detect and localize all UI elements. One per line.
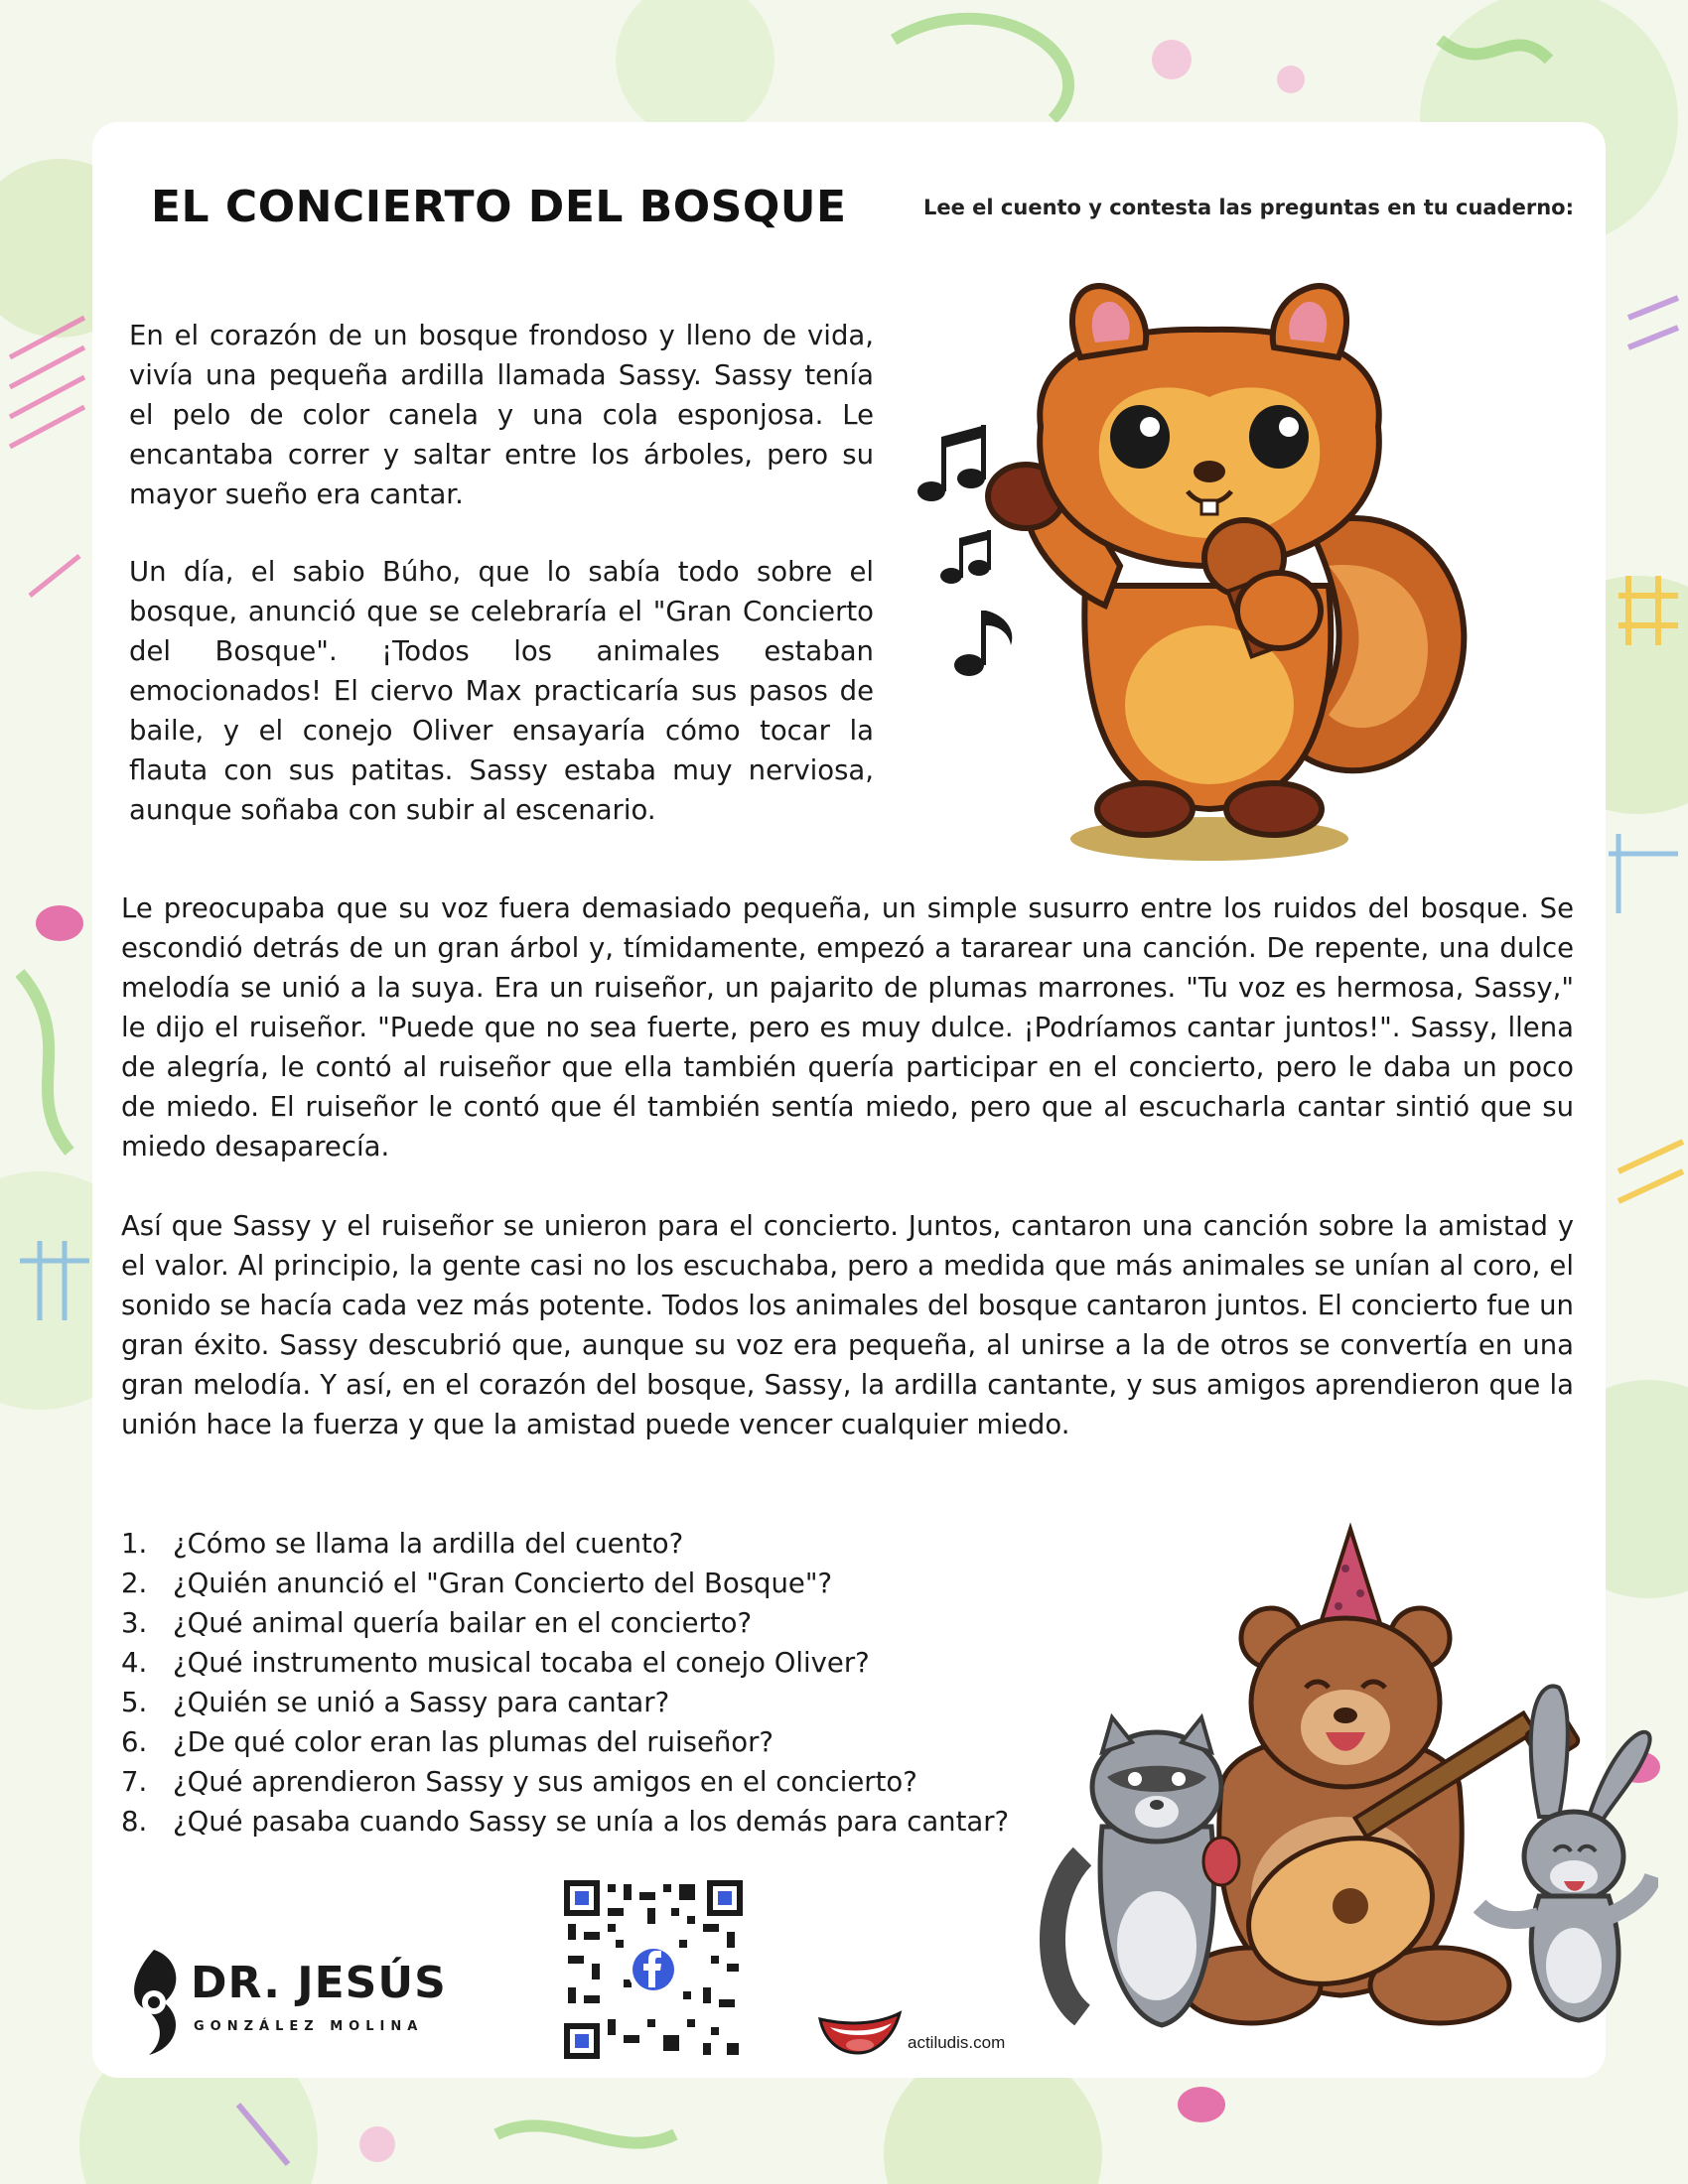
author-logo [124,1948,452,2057]
question-text: ¿Qué aprendieron Sassy y sus amigos en el concierto? [173,1766,917,1798]
page-title: EL CONCIERTO DEL BOSQUE [151,182,847,232]
question-text: ¿Qué instrumento musical tocaba el conejo Oliver? [173,1647,870,1679]
question-item [121,1524,1009,1564]
question-number: 1. [121,1528,148,1560]
story-paragraph-1: En el corazón de un bosque frondoso y lleno de vida, vivía una pequeña ardilla llamada Sassy. Sassy tenía el pelo de color canela y una cola esponjosa. Le encantaba correr y saltar entre los árboles, pero su mayor sueño era cantar. [129,320,874,510]
question-item [121,1722,1009,1762]
question-item [121,1762,1009,1802]
animal-band-illustration [1023,1519,1658,2075]
questions-list [121,1524,1009,1842]
question-item [121,1683,1009,1722]
mouth-logo-icon [816,2007,906,2057]
question-item [121,1802,1009,1842]
qr-code[interactable] [564,1880,743,2059]
question-text: ¿Quién se unió a Sassy para cantar? [173,1687,670,1718]
author-emblem-icon [124,1948,186,2057]
question-number: 6. [121,1726,148,1758]
question-number: 3. [121,1607,148,1639]
question-number: 5. [121,1687,148,1718]
question-number: 2. [121,1568,148,1599]
question-text: ¿De qué color eran las plumas del ruiseñor? [173,1726,774,1758]
story-paragraph-3: Le preocupaba que su voz fuera demasiado pequeña, un simple susurro entre los ruidos del bosque. Se escondió detrás de un gran árbol y, tímidamente, empezó a tararear una canción. De repente, una dulce melodía se unió a la suya. Era un ruiseñor, un pajarito de plumas marrones. "Tu voz es hermosa, Sassy," le dijo el ruiseñor. "Puede que no sea fuerte, pero es muy dulce. ¡Podríamos cantar juntos!". Sassy, llena de alegría, le contó al ruiseñor que ella también quería participar en el concierto, pero le daba un poco de miedo. El ruiseñor le contó que él también sentía miedo, pero que al escucharla cantar sintió que su miedo desaparecía. [121,892,1574,1162]
author-surname: GONZÁLEZ MOLINA [194,2019,424,2034]
actiludis-logo[interactable] [816,2007,1035,2057]
question-item [121,1564,1009,1603]
question-item [121,1603,1009,1643]
question-text: ¿Cómo se llama la ardilla del cuento? [173,1528,684,1560]
question-number: 7. [121,1766,148,1798]
instructions: Lee el cuento y contesta las preguntas en tu cuaderno: [923,196,1574,219]
question-number: 4. [121,1647,148,1679]
question-text: ¿Qué pasaba cuando Sassy se unía a los demás para cantar? [173,1806,1010,1838]
story-paragraph-2: Un día, el sabio Búho, que lo sabía todo sobre el bosque, anunció que se celebraría el "Gran Concierto del Bosque". ¡Todos los animales estaban emocionados! El ciervo Max practicaría sus pasos de baile, y el conejo Oliver ensayaría cómo tocar la flauta con sus patitas. Sassy estaba muy nerviosa, aunque soñaba con subir al escenario. [129,556,874,826]
singing-squirrel-illustration [912,268,1547,864]
music-notes-icon [917,425,1012,676]
question-item [121,1643,1009,1683]
question-text: ¿Qué animal quería bailar en el concierto? [173,1607,753,1639]
story-paragraph-4: Así que Sassy y el ruiseñor se unieron para el concierto. Juntos, cantaron una canción sobre la amistad y el valor. Al principio, la gente casi no los escuchaba, pero a medida que más animales se unían al coro, el sonido se hacía cada vez más potente. Todos los animales del bosque cantaron juntos. El concierto fue un gran éxito. Sassy descubrió que, aunque su voz era pequeña, al unirse a la de otros se convertía en una gran melodía. Y así, en el corazón del bosque, Sassy, la ardilla cantante, y sus amigos aprendieron que la unión hace la fuerza y que la amistad puede vencer cualquier miedo. [121,1210,1574,1440]
question-text: ¿Quién anunció el "Gran Concierto del Bosque"? [173,1568,833,1599]
site-url: actiludis.com [908,2033,1006,2052]
question-number: 8. [121,1806,148,1838]
author-name: DR. JESÚS [191,1958,447,2008]
